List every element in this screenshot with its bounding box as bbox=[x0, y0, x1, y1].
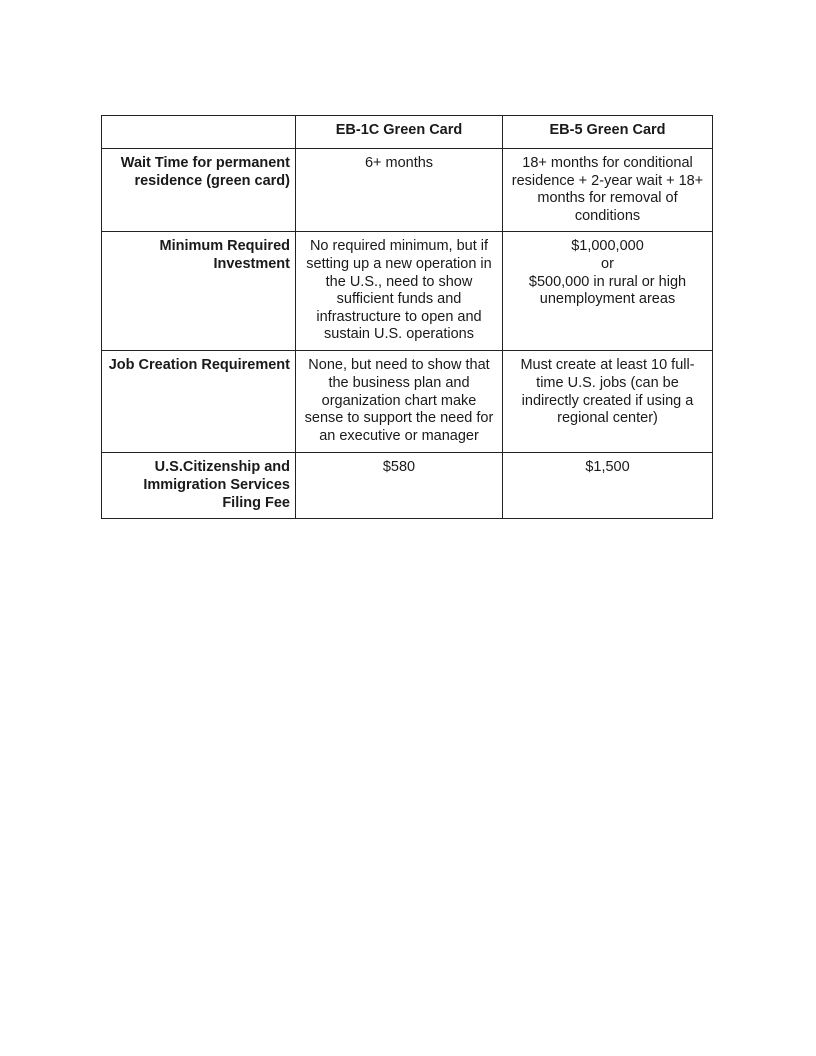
cell-eb1c-wait-time: 6+ months bbox=[296, 149, 503, 232]
table-row bbox=[102, 232, 713, 351]
row-label-wait-time: Wait Time for permanent residence (green card) bbox=[102, 149, 296, 232]
cell-eb1c-filing-fee: $580 bbox=[296, 453, 503, 519]
cell-eb5-wait-time: 18+ months for conditional residence + 2-year wait + 18+ months for removal of conditions bbox=[503, 149, 713, 232]
row-label-filing-fee: U.S.Citizenship and Immigration Services Filing Fee bbox=[102, 453, 296, 519]
row-label-job-creation: Job Creation Requirement bbox=[102, 351, 296, 453]
cell-eb1c-job-creation: None, but need to show that the business plan and organization chart make sense to support the need for an executive or manager bbox=[296, 351, 503, 453]
table-row bbox=[102, 453, 713, 519]
table-row bbox=[102, 149, 713, 232]
cell-eb5-filing-fee: $1,500 bbox=[503, 453, 713, 519]
table-row bbox=[102, 351, 713, 453]
row-label-minimum-investment: Minimum Required Investment bbox=[102, 232, 296, 351]
header-eb5: EB-5 Green Card bbox=[503, 116, 713, 149]
header-empty-cell bbox=[102, 116, 296, 149]
cell-eb1c-minimum-investment: No required minimum, but if setting up a new operation in the U.S., need to show sufficient funds and infrastructure to open and sustain U.S. operations bbox=[296, 232, 503, 351]
header-eb1c: EB-1C Green Card bbox=[296, 116, 503, 149]
cell-eb5-job-creation: Must create at least 10 full-time U.S. jobs (can be indirectly created if using a regional center) bbox=[503, 351, 713, 453]
table-header-row bbox=[102, 116, 713, 149]
cell-eb5-minimum-investment: $1,000,000 or $500,000 in rural or high unemployment areas bbox=[503, 232, 713, 351]
green-card-comparison-table bbox=[101, 115, 713, 519]
